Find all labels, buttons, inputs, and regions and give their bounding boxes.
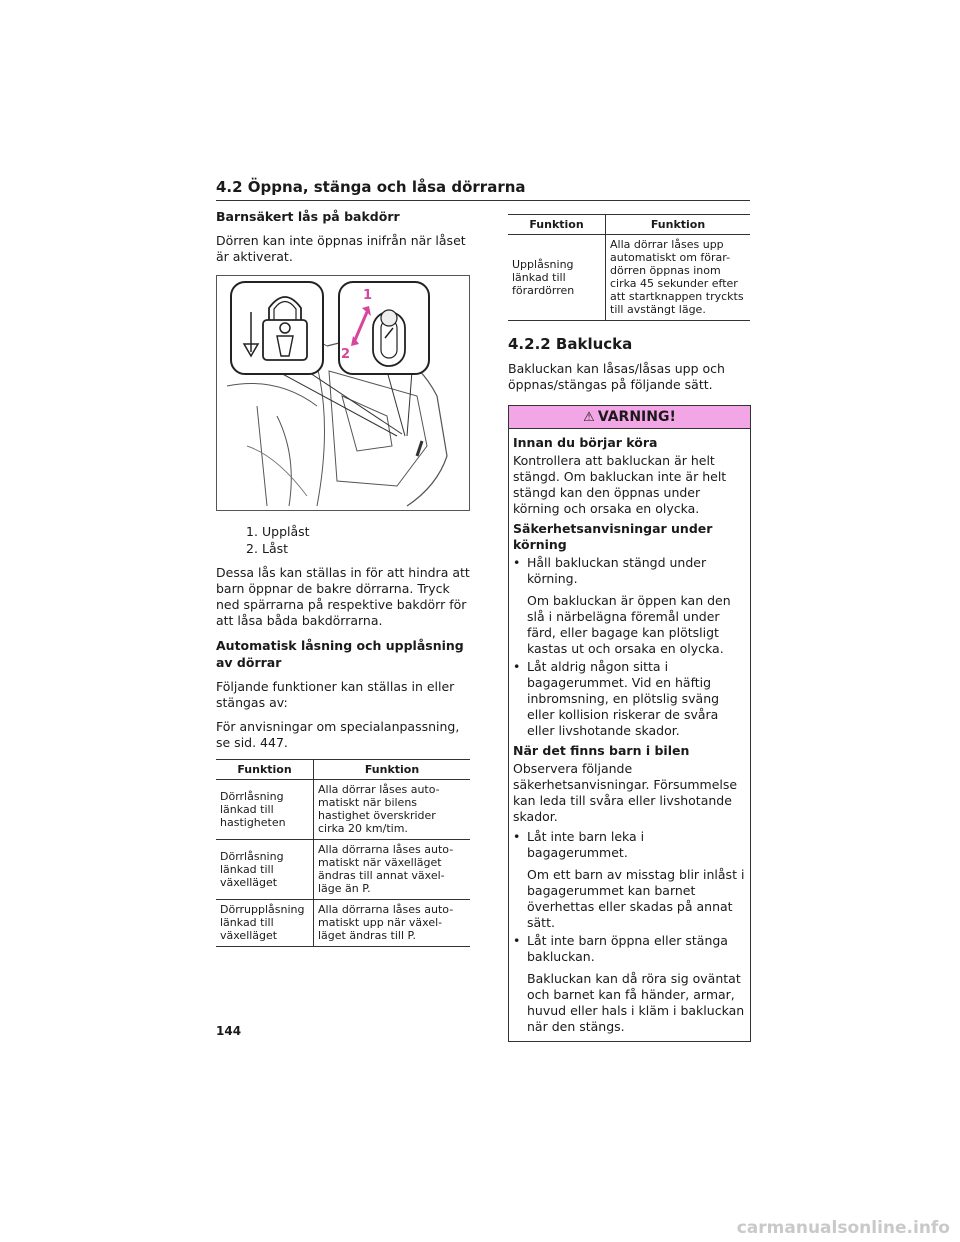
child-lock-heading: Barnsäkert lås på bakdörr xyxy=(216,209,400,224)
customization-reference: För anvisningar om specialanpassning, se sid. 447. xyxy=(216,719,460,750)
tailgate-section-heading: 4.2.2 Baklucka xyxy=(508,335,633,353)
table-row xyxy=(216,900,470,947)
warning-paragraph: Observera följande säkerhetsanvisningar. Försummelse kan leda till svåra eller livshotande skador. xyxy=(513,761,738,824)
warning-heading: Innan du börjar köra xyxy=(513,435,658,450)
table-cell: Dörrlåsning länkad till hastigheten xyxy=(216,780,314,840)
list-item: 1. Upplåst xyxy=(246,524,310,539)
table-cell: Alla dörrarna låses auto-matiskt upp när växel-läget ändras till P. xyxy=(314,900,471,947)
warning-bullet-detail: Om ett barn av misstag blir inlåst i bagagerummet kan barnet överhettas eller skadas på annat sätt. xyxy=(527,867,745,930)
auto-lock-intro: Följande funktioner kan ställas in eller stängas av: xyxy=(216,679,455,710)
warning-body xyxy=(509,429,750,1041)
function-table-left xyxy=(216,759,470,947)
warning-paragraph: Kontrollera att bakluckan är helt stängd. Om bakluckan inte är helt stängd kan den öppnas under körning och orsaka en olycka. xyxy=(513,453,727,516)
table-cell: Upplåsning länkad till förardörren xyxy=(508,235,606,321)
right-column xyxy=(508,212,751,1042)
warning-bullet: • Låt inte barn leka i bagagerummet. xyxy=(513,829,645,860)
auto-lock-heading: Automatisk låsning och upplåsning av dörrar xyxy=(216,638,464,670)
table-header: Funktion xyxy=(606,215,751,235)
page-number: 144 xyxy=(216,1024,242,1038)
warning-bullet: • Håll bakluckan stängd under körning. xyxy=(513,555,707,586)
warning-heading: Säkerhetsanvisningar under körning xyxy=(513,521,713,552)
warning-bullet: • Låt inte barn öppna eller stänga bakluckan. xyxy=(513,933,728,964)
table-cell: Alla dörrar låses upp automatiskt om förar-dörren öppnas inom cirka 45 sekunder efter att startknappen tryckts till avstängt läge. xyxy=(606,235,751,321)
table-row xyxy=(216,780,470,840)
section-header: 4.2 Öppna, stänga och låsa dörrarna xyxy=(216,178,750,201)
warning-heading: När det finns barn i bilen xyxy=(513,743,690,758)
table-header: Funktion xyxy=(216,760,314,780)
warning-bullet-detail: Bakluckan kan då röra sig oväntat och barnet kan få händer, armar, huvud eller hals i kläm i bakluckan när den stängs. xyxy=(527,971,745,1034)
figure-label-2: 2 xyxy=(341,347,351,362)
function-table-right xyxy=(508,214,750,321)
child-lock-illustration xyxy=(216,275,470,511)
table-header: Funktion xyxy=(508,215,606,235)
figure-label-1: 1 xyxy=(363,288,373,303)
warning-bullet-detail: Om bakluckan är öppen kan den slå i närbelägna föremål under färd, eller bagage kan plötsligt kastas ut och orsaka en olycka. xyxy=(527,593,731,656)
table-cell: Dörrlåsning länkad till växelläget xyxy=(216,840,314,900)
child-lock-description: Dessa lås kan ställas in för att hindra att barn öppnar de bakre dörrarna. Tryck ned spärrarna på respektive bakdörr för att låsa båda bakdörrarna. xyxy=(216,565,470,628)
table-cell: Dörrupplåsning länkad till växelläget xyxy=(216,900,314,947)
watermark: carmanualsonline.info xyxy=(736,1218,950,1238)
table-cell: Alla dörrarna låses auto-matiskt när växelläget ändras till annat växel-läge än P. xyxy=(314,840,471,900)
warning-title: VARNING! xyxy=(597,409,676,425)
warning-box xyxy=(508,405,751,1042)
table-header: Funktion xyxy=(314,760,471,780)
table-row xyxy=(508,235,750,321)
tailgate-intro: Bakluckan kan låsas/låsas upp och öppnas/stängas på följande sätt. xyxy=(508,361,725,392)
child-lock-intro: Dörren kan inte öppnas inifrån när låset är aktiverat. xyxy=(216,233,466,264)
list-item: 2. Låst xyxy=(246,541,289,556)
lock-state-list xyxy=(246,523,470,557)
table-cell: Alla dörrar låses auto-matiskt när bilens hastighet överskrider cirka 20 km/tim. xyxy=(314,780,471,840)
warning-bullet: • Låt aldrig någon sitta i bagagerummet. Vid en häftig inbromsning, en plötslig sväng eller kollision riskerar de svåra eller livshotande skador. xyxy=(513,659,720,738)
table-row xyxy=(216,840,470,900)
warning-title-bar xyxy=(509,406,750,429)
warning-icon: ⚠ xyxy=(583,409,595,425)
left-column xyxy=(216,208,470,947)
child-lock-drawing xyxy=(217,276,469,510)
